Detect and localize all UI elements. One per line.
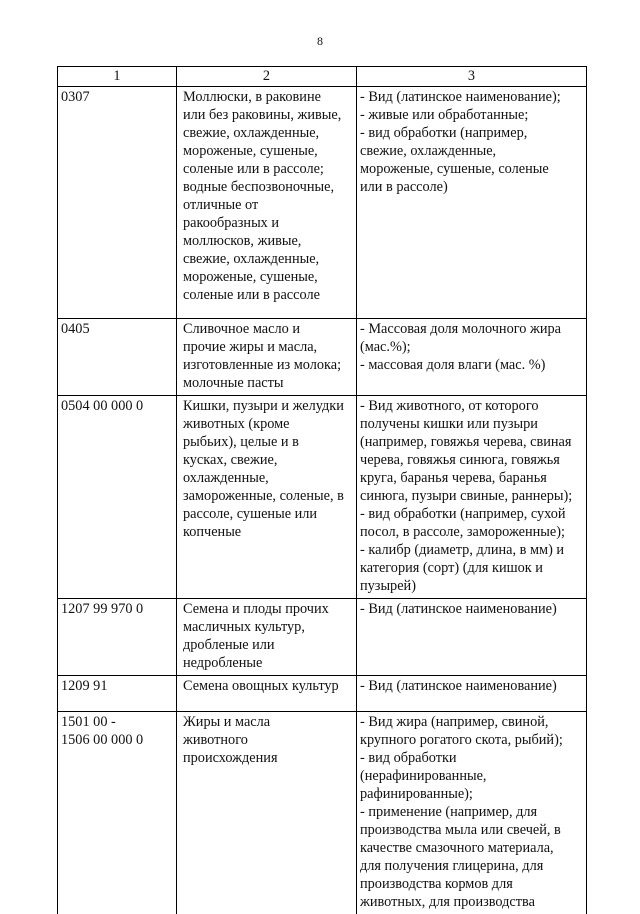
codes-table: [57, 66, 587, 914]
cell-name-line: копченые: [183, 523, 353, 541]
cell-name-line: рассоле, сушеные или: [183, 505, 353, 523]
cell-code-line: 1209 91: [61, 677, 173, 695]
cell-code: [58, 396, 177, 599]
table-row: [58, 599, 587, 676]
cell-name-line: животных (кроме: [183, 415, 353, 433]
cell-name: [177, 319, 357, 396]
cell-description-line: - Массовая доля молочного жира: [360, 320, 583, 338]
cell-name-line: Сливочное масло и: [183, 320, 353, 338]
cell-name-line: прочие жиры и масла,: [183, 338, 353, 356]
cell-name-line: мороженые, сушеные,: [183, 142, 353, 160]
cell-description-line: круга, баранья черева, баранья: [360, 469, 583, 487]
cell-description: [357, 319, 587, 396]
cell-description-line: пузырей): [360, 577, 583, 595]
cell-description: [357, 676, 587, 712]
cell-code-line: 1501 00 -: [61, 713, 173, 731]
cell-description-line: качестве смазочного материала,: [360, 839, 583, 857]
cell-name-line: дробленые или: [183, 636, 353, 654]
cell-description-line: - Вид (латинское наименование): [360, 600, 583, 618]
cell-description-line: мороженые, сушеные, соленые: [360, 160, 583, 178]
cell-name-line: моллюсков, живые,: [183, 232, 353, 250]
cell-description-line: - вид обработки: [360, 749, 583, 767]
cell-name-line: отличные от: [183, 196, 353, 214]
table-header-row: [58, 67, 587, 87]
cell-name: [177, 676, 357, 712]
table-body: [58, 87, 587, 914]
cell-description-line: - Вид жира (например, свиной,: [360, 713, 583, 731]
cell-description-line: производства кормов для: [360, 875, 583, 893]
cell-name-line: происхождения: [183, 749, 353, 767]
cell-name-line: свежие, охлажденные,: [183, 124, 353, 142]
cell-description: [357, 599, 587, 676]
cell-name: [177, 87, 357, 319]
cell-description-line: - Вид животного, от которого: [360, 397, 583, 415]
cell-description: [357, 396, 587, 599]
cell-name-line: животного: [183, 731, 353, 749]
cell-code-line: 0504 00 000 0: [61, 397, 173, 415]
cell-description-line: рафинированные);: [360, 785, 583, 803]
cell-name-line: Семена овощных культур: [183, 677, 353, 695]
cell-name: [177, 599, 357, 676]
cell-name-line: соленые или в рассоле;: [183, 160, 353, 178]
cell-description-line: - вид обработки (например,: [360, 124, 583, 142]
cell-code: [58, 712, 177, 914]
cell-name-line: охлажденные,: [183, 469, 353, 487]
cell-description-line: (например, говяжья черева, свиная: [360, 433, 583, 451]
cell-description-line: категория (сорт) (для кишок и: [360, 559, 583, 577]
cell-name-line: свежие, охлажденные,: [183, 250, 353, 268]
cell-code: [58, 599, 177, 676]
cell-description-line: или в рассоле): [360, 178, 583, 196]
cell-description-line: - массовая доля влаги (мас. %): [360, 356, 583, 374]
cell-name: [177, 396, 357, 599]
cell-name-line: Моллюски, в раковине: [183, 88, 353, 106]
cell-description-line: (мас.%);: [360, 338, 583, 356]
cell-name-line: соленые или в рассоле: [183, 286, 353, 304]
cell-code-line: 1506 00 000 0: [61, 731, 173, 749]
cell-description-line: - Вид (латинское наименование);: [360, 88, 583, 106]
cell-description-line: - Вид (латинское наименование): [360, 677, 583, 695]
cell-description-line: - применение (например, для: [360, 803, 583, 821]
page-number: 8: [0, 34, 640, 48]
cell-name-line: замороженные, соленые, в: [183, 487, 353, 505]
cell-name-line: изготовленные из молока;: [183, 356, 353, 374]
cell-description-line: - калибр (диаметр, длина, в мм) и: [360, 541, 583, 559]
cell-name-line: водные беспозвоночные,: [183, 178, 353, 196]
cell-name: [177, 712, 357, 914]
cell-description: [357, 87, 587, 319]
header-col-1: 1: [58, 67, 177, 87]
cell-name-line: или без раковины, живые,: [183, 106, 353, 124]
cell-name-line: молочные пасты: [183, 374, 353, 392]
cell-description-line: черева, говяжья синюга, говяжья: [360, 451, 583, 469]
table-row: [58, 676, 587, 712]
table-row: [58, 319, 587, 396]
cell-description-line: - вид обработки (например, сухой: [360, 505, 583, 523]
cell-code: [58, 319, 177, 396]
cell-description-line: синюга, пузыри свиные, раннеры);: [360, 487, 583, 505]
cell-code: [58, 87, 177, 319]
cell-description-line: животных, для производства: [360, 893, 583, 911]
table-row: [58, 87, 587, 319]
cell-name-line: рыбьих), целые и в: [183, 433, 353, 451]
cell-description-line: для получения глицерина, для: [360, 857, 583, 875]
cell-code: [58, 676, 177, 712]
cell-name-line: мороженые, сушеные,: [183, 268, 353, 286]
table-row: [58, 712, 587, 914]
cell-description-line: (нерафинированные,: [360, 767, 583, 785]
cell-code-line: 1207 99 970 0: [61, 600, 173, 618]
cell-name-line: Жиры и масла: [183, 713, 353, 731]
cell-name-line: кусках, свежие,: [183, 451, 353, 469]
cell-description: [357, 712, 587, 914]
cell-description-line: свежие, охлажденные,: [360, 142, 583, 160]
cell-description-line: получены кишки или пузыри: [360, 415, 583, 433]
cell-name-line: Кишки, пузыри и желудки: [183, 397, 353, 415]
cell-name-line: Семена и плоды прочих: [183, 600, 353, 618]
header-col-2: 2: [177, 67, 357, 87]
table-row: [58, 396, 587, 599]
cell-description-line: посол, в рассоле, замороженные);: [360, 523, 583, 541]
cell-name-line: недробленые: [183, 654, 353, 672]
cell-name-line: масличных культур,: [183, 618, 353, 636]
cell-code-line: 0307: [61, 88, 173, 106]
cell-description-line: - живые или обработанные;: [360, 106, 583, 124]
cell-code-line: 0405: [61, 320, 173, 338]
cell-description-line: крупного рогатого скота, рыбий);: [360, 731, 583, 749]
header-col-3: 3: [357, 67, 587, 87]
cell-description-line: производства мыла или свечей, в: [360, 821, 583, 839]
cell-name-line: ракообразных и: [183, 214, 353, 232]
